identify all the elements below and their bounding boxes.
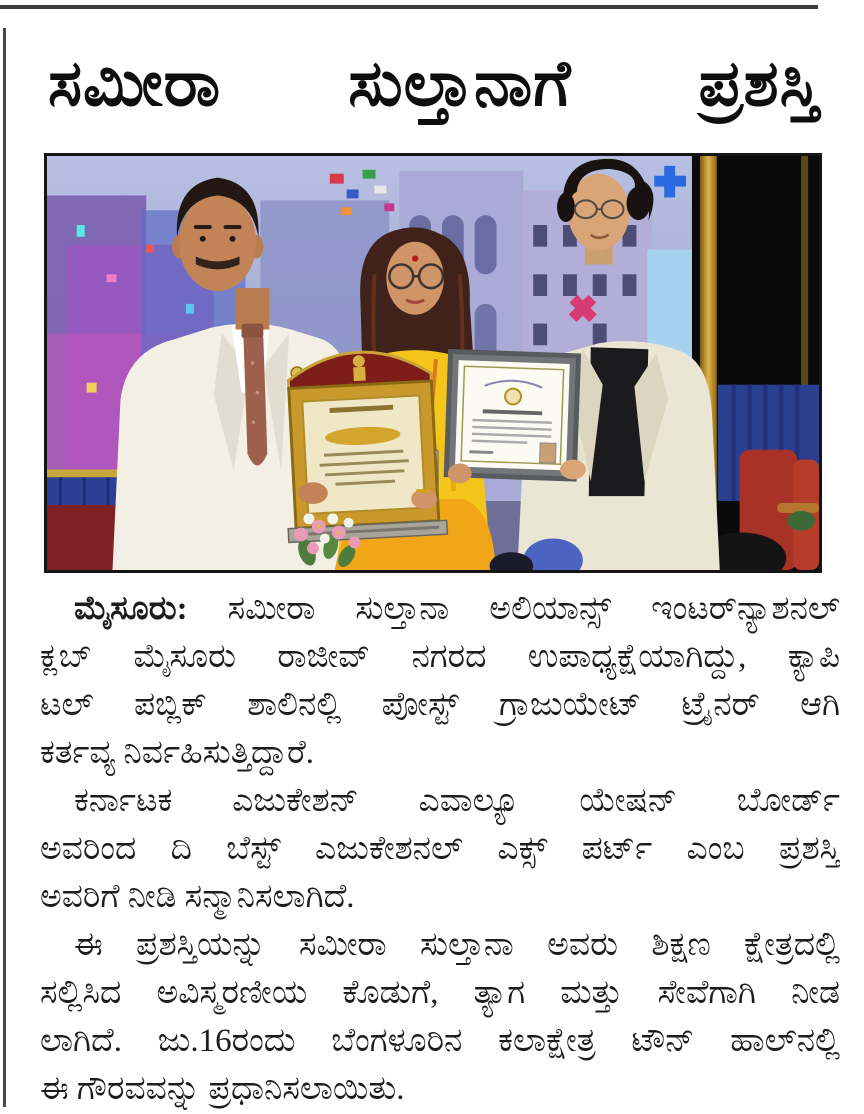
article-body <box>40 586 840 1114</box>
body-line: ಕ್ಲಬ್ ಮೈಸೂರು ರಾಜೀವ್ ನಗರದ ಉಪಾಧ್ಯಕ್ಷೆಯಾಗಿದ್ದು, ಕ್ಯಾಪಿ <box>40 639 840 675</box>
top-divider-rule <box>0 5 818 9</box>
body-line: ಕರ್ನಾಟಕ ಎಜುಕೇಶನ್ ಎವಾಲ್ಯೂ ಯೇಷನ್ ಬೋರ್ಡ್ <box>74 783 840 819</box>
body-line: ಅವರಿಗೆ ನೀಡಿ ಸನ್ಮಾನಿಸಲಾಗಿದೆ. <box>40 879 355 915</box>
stage-scene <box>47 156 819 570</box>
body-line: ಟಲ್ ಪಬ್ಲಿಕ್ ಶಾಲಿನಲ್ಲಿ ಪೋಸ್ಟ್ ಗ್ರಾಜುಯೇಟ್ ಟ್ರೈನರ್ ಆಗಿ <box>40 687 840 723</box>
body-line: ಅವರಿಂದ ದಿ ಬೆಸ್ಟ್ ಎಜುಕೇಶನಲ್ ಎಕ್ಸ್ ಪರ್ಟ್ ಎಂಬ ಪ್ರಶಸ್ತಿ <box>40 831 840 867</box>
body-line: ಮೈಸೂರು: ಸಮೀರಾ ಸುಲ್ತಾನಾ ಅಲಿಯಾನ್ಸ್ ಇಂಟರ್‌ನ್ಯಾಶನಲ್ <box>74 591 840 627</box>
dateline: ಮೈಸೂರು: <box>74 591 188 627</box>
body-line: ಕರ್ತವ್ಯ ನಿರ್ವಹಿಸುತ್ತಿದ್ದಾರೆ. <box>40 735 315 771</box>
golden-award-plaque <box>279 348 447 542</box>
left-column-rule <box>3 28 6 1107</box>
body-line: ಲಾಗಿದೆ. ಜು.16ರಂದು ಬೆಂಗಳೂರಿನ ಕಲಾಕ್ಷೇತ್ರ ಟೌನ್ ಹಾಲ್‌ನಲ್ಲಿ <box>40 1023 840 1059</box>
headline: ಸಮೀರಾ ಸುಲ್ತಾನಾಗೆ ಪ್ರಶಸ್ತಿ <box>48 48 820 119</box>
award-photo <box>44 153 822 573</box>
framed-certificate <box>444 349 581 482</box>
body-line: ಸಲ್ಲಿಸಿದ ಅವಿಸ್ಮರಣೀಯ ಕೊಡುಗೆ, ತ್ಯಾಗ ಮತ್ತು ಸೇವೆಗಾಗಿ ನೀಡ <box>40 975 840 1011</box>
body-line: ಈ ಗೌರವವನ್ನು ಪ್ರಧಾನಿಸಲಾಯಿತು. <box>40 1071 405 1107</box>
body-line: ಈ ಪ್ರಶಸ್ತಿಯನ್ನು ಸಮೀರಾ ಸುಲ್ತಾನಾ ಅವರು ಶಿಕ್ಷಣ ಕ್ಷೇತ್ರದಲ್ಲಿ <box>74 927 840 963</box>
